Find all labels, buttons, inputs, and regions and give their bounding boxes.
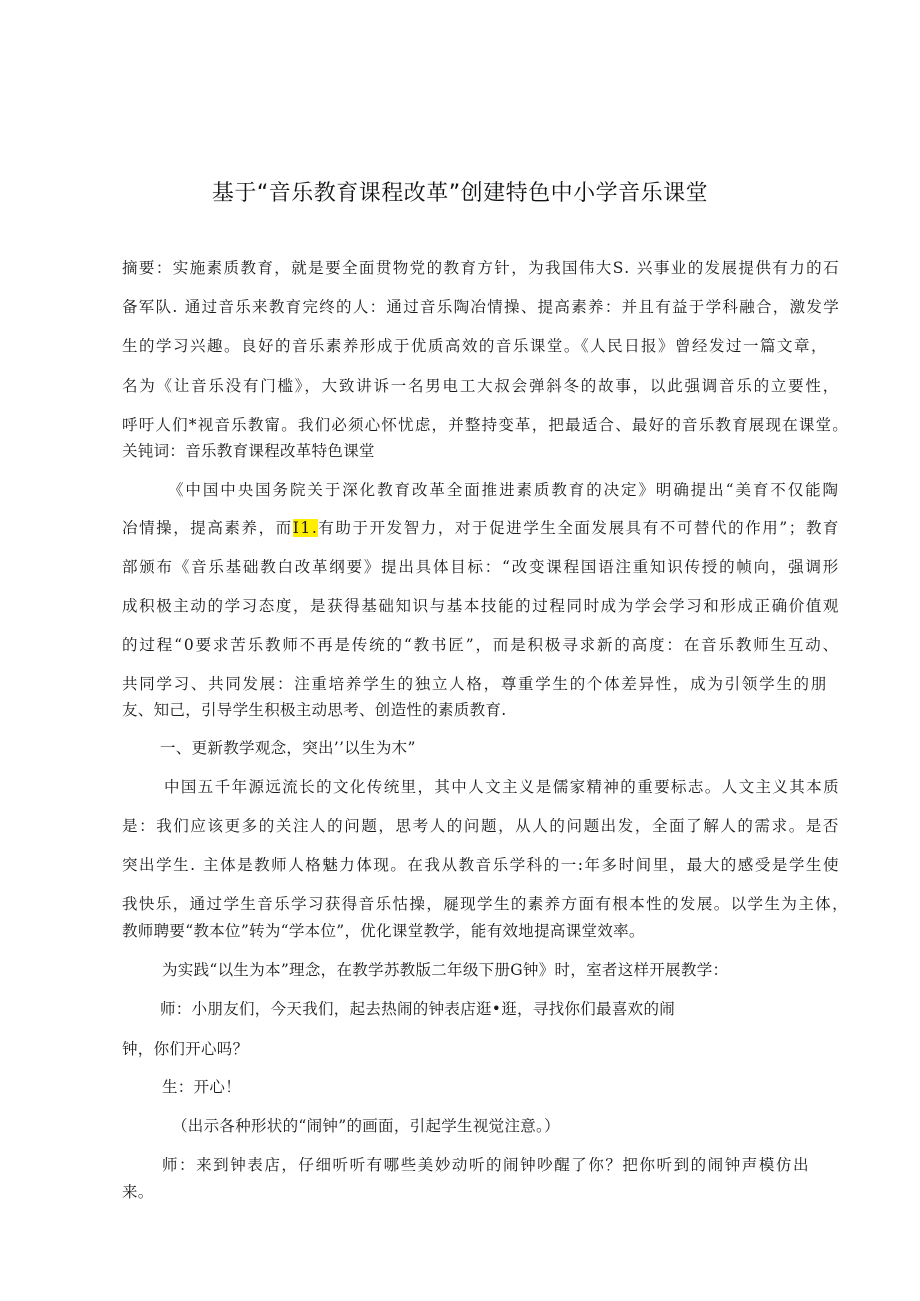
line-text: 中国五千年源远流长的文化传统里，其中人文主义是儒家精神的重要标志。人文主义其本质: [164, 778, 840, 796]
line-text-continued: 有助于开发智力，对于促进学生全面发展具有不可替代的作用”；教育: [318, 519, 840, 537]
line-text: 来。: [122, 1183, 154, 1201]
text-line: [162, 960, 728, 980]
text-line: [122, 441, 375, 461]
text-line: [122, 415, 849, 435]
line-text: 是：我们应该更多的关注人的问题，思考人的问题，从人的问题出发，全面了解人的需求。是否: [122, 817, 840, 835]
text-line: [164, 777, 840, 797]
text-line: [122, 894, 849, 914]
line-text: 的过程“0要求苦乐教师不再是传统的“教书匠”，而是积极寻求新的高度：在音乐教师生互动、: [122, 636, 840, 654]
line-text: 突出学生. 主体是教师人格魅力体现。在我从教音乐学科的一:年多时间里，最大的感受是学生使: [122, 856, 840, 874]
text-line: [172, 1116, 560, 1136]
line-text: 教师聘要“教本位”转为“学本位”，优化课堂教学，能有效地提高课堂效率。: [122, 922, 645, 940]
line-text: 名为《让音乐没有门槛》，大致讲诉一名男电工大叔会弹斜冬的故事，以此强调音乐的立要性，: [122, 377, 840, 395]
text-line: [162, 1155, 810, 1175]
text-line: [122, 1182, 154, 1202]
text-line: [122, 674, 828, 694]
line-text: 友、知己，引导学生积极主动思考、创造性的素质教育.: [122, 701, 507, 719]
line-text: 生：开心！: [162, 1078, 242, 1096]
text-line: [160, 999, 675, 1019]
text-line: [122, 855, 840, 875]
line-text: 呼吁人们*视音乐教甯。我们必须心怀忧虑，并整持变革，把最适合、最好的音乐教育展现在课堂。: [122, 416, 850, 434]
line-text: 师：小朋友们，今天我们，起去热闹的钟表店逛•逛，寻找你们最喜欢的闹: [160, 1000, 676, 1018]
text-line: [122, 1039, 248, 1059]
line-text: 备军队. 通过音乐来教育完终的人：通过音乐陶冶情操、提高素养：并且有益于学科融合，激发学: [122, 298, 840, 316]
text-line: [122, 297, 840, 317]
line-text: 共同学习、共同发展：注重培养学生的独立人格，尊重学生的个体差异性，成为引领学生的朋: [122, 675, 828, 693]
text-line: [122, 921, 645, 941]
line-text: 师：来到钟表店，仔细听听有哪些美妙动听的闹钟吵醒了你？把你听到的闹钟声模仿出: [162, 1156, 810, 1174]
line-text: 关钝词：音乐教育课程改革特色课堂: [122, 442, 375, 460]
document-title: 基于“音乐教育课程改革”创建特色中小学音乐课堂: [211, 181, 709, 206]
line-text: 一、更新教学观念，突出’’以生为木”: [160, 739, 416, 757]
line-text: 《中国中央国务院关于深化教育改革全面推进素质教育的决定》明确提出“美育不仅能陶: [168, 481, 840, 499]
text-line: [122, 700, 506, 720]
text-line: [168, 480, 840, 500]
text-line: [122, 518, 840, 538]
text-line: [122, 336, 828, 356]
text-line: [122, 816, 840, 836]
line-text: 部颁布《音乐基础教白改革纲要》提出具体目标：“改变课程国语注重知识传授的帧向，强调形: [122, 558, 840, 576]
text-line: [160, 738, 416, 758]
text-line: [122, 258, 840, 278]
line-text: 为实践“以生为本”理念，在教学苏教版二年级下册G钟》时，室者这样开展教学：: [162, 961, 729, 979]
line-text: 我快乐，通过学生音乐学习获得音乐怙操，屣现学生的素养方面有根本性的发展。以学生为主体，: [122, 895, 849, 913]
line-text: 生的学习兴趣。良好的音乐素养形成于优质高效的音乐课堂。《人民日报》曾经发过一篇文章，: [122, 337, 828, 355]
text-line: [122, 557, 840, 577]
text-line: [122, 596, 840, 616]
text-line: [122, 376, 840, 396]
highlighted-text: I1.: [292, 519, 319, 537]
text-line: [122, 635, 840, 655]
line-text: 摘要：实施素质教育，就是要全面贯物党的教育方针，为我国伟大S. 兴事业的发展提供有力的石: [122, 259, 840, 277]
line-text: 成积极主动的学习态度，是获得基础知识与基本技能的过程同时成为学会学习和形成正确价值观: [122, 597, 840, 615]
line-text: 钟，你们开心吗？: [122, 1040, 249, 1058]
line-text: （出示各种形状的“闹钟”的画面，引起学生视觉注意。）: [172, 1117, 560, 1135]
text-line: [162, 1077, 241, 1097]
line-text: 冶情操，提高素养，而: [122, 519, 293, 537]
